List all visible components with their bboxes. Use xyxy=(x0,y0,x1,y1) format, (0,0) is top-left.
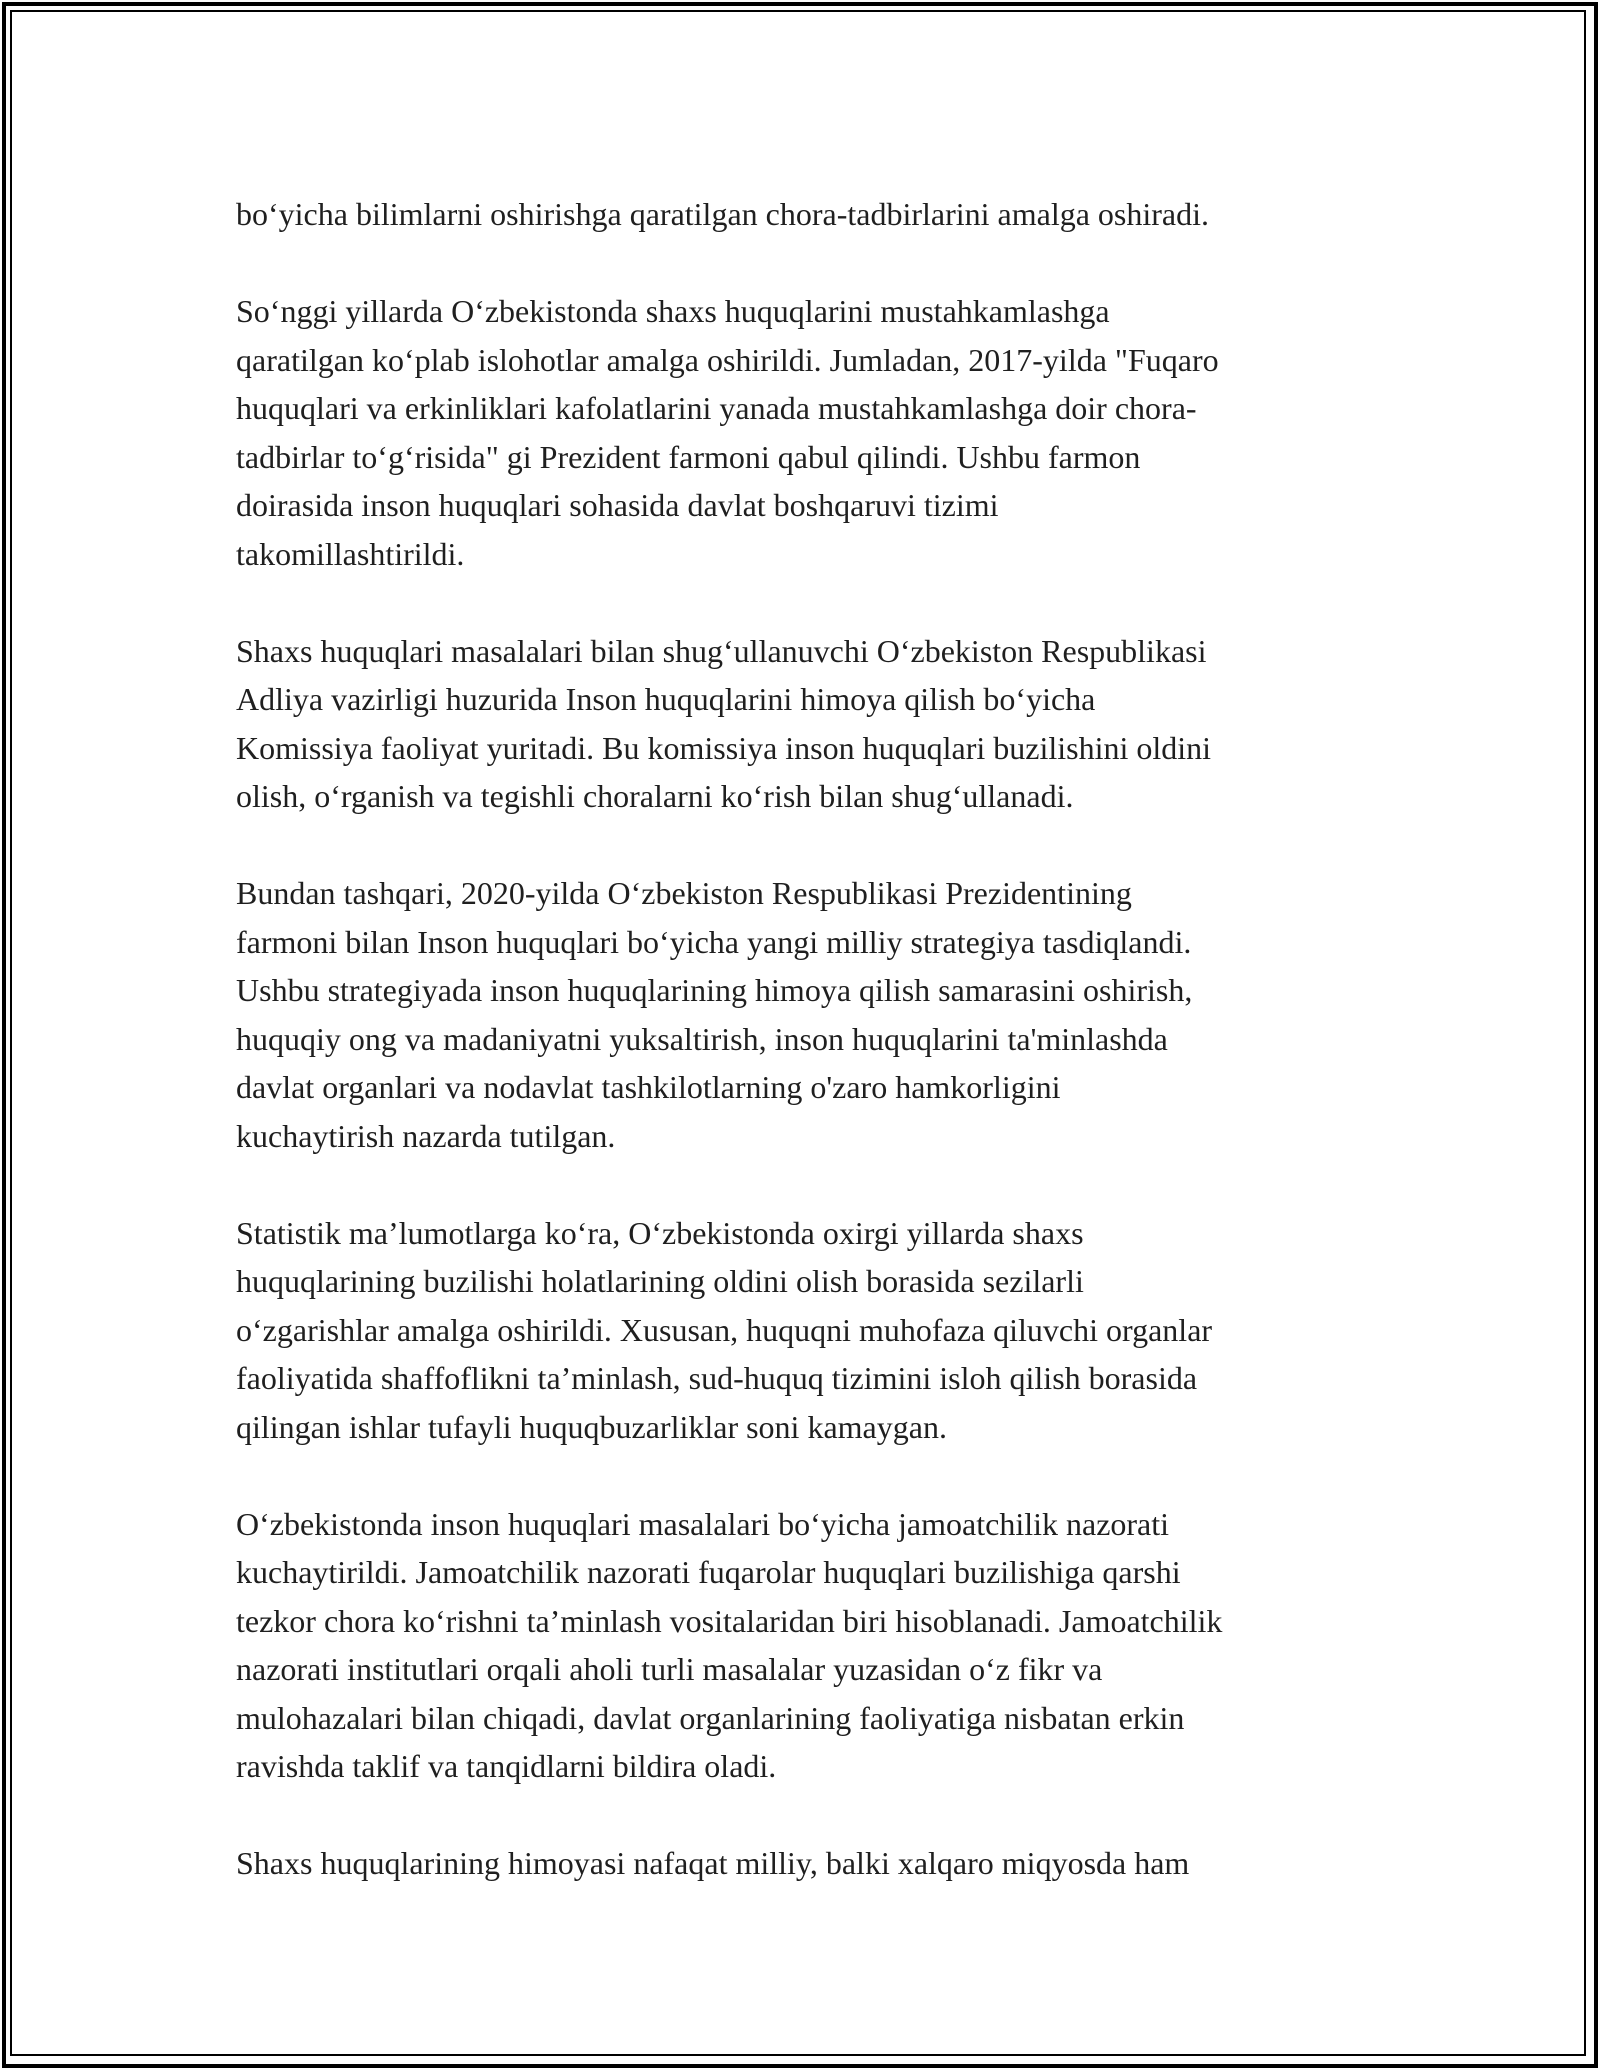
text-line: qilingan ishlar tufayli huquqbuzarliklar soni kamaygan. xyxy=(236,1408,947,1445)
text-line: tadbirlar to‘g‘risida" gi Prezident farmoni qabul qilindi. Ushbu farmon xyxy=(236,438,1141,475)
paragraph xyxy=(236,287,1376,578)
paragraph xyxy=(236,1209,1376,1452)
text-line: faoliyatida shaffoflikni ta’minlash, sud-huquq tizimini isloh qilish borasida xyxy=(236,1360,1198,1396)
paragraph xyxy=(236,869,1376,1160)
text-line: huquqlari va erkinliklari kafolatlarini yanada mustahkamlashga doir chora- xyxy=(236,390,1197,426)
text-line: tezkor chora ko‘rishni ta’minlash vositalaridan biri hisoblanadi. Jamoatchilik xyxy=(236,1602,1223,1639)
text-line: Adliya vazirligi huzurida Inson huquqlarini himoya qilish bo‘yicha xyxy=(236,681,1096,717)
paragraph xyxy=(236,1839,1376,1888)
document-body xyxy=(236,190,1376,1888)
text-line: Bundan tashqari, 2020-yilda O‘zbekiston Respublikasi Prezidentining xyxy=(236,875,1132,911)
paragraph xyxy=(236,190,1376,239)
paragraph xyxy=(236,627,1376,821)
text-line: Ushbu strategiyada inson huquqlarining himoya qilish samarasini oshirish, xyxy=(236,972,1193,1008)
text-line: olish, o‘rganish va tegishli choralarni ko‘rish bilan shug‘ullanadi. xyxy=(236,778,1074,814)
text-line: nazorati institutlari orqali aholi turli masalalar yuzasidan o‘z fikr va xyxy=(236,1651,1103,1687)
text-line: davlat organlari va nodavlat tashkilotlarning o'zaro hamkorligini xyxy=(236,1069,1061,1105)
text-line: Shaxs huquqlarining himoyasi nafaqat milliy, balki xalqaro miqyosda ham xyxy=(236,1845,1190,1881)
text-line: doirasida inson huquqlari sohasida davlat boshqaruvi tizimi xyxy=(236,487,999,523)
text-line: farmoni bilan Inson huquqlari bo‘yicha yangi milliy strategiya tasdiqlandi. xyxy=(236,923,1192,960)
text-line: Statistik ma’lumotlarga ko‘ra, O‘zbekistonda oxirgi yillarda shaxs xyxy=(236,1214,1084,1251)
text-line: Komissiya faoliyat yuritadi. Bu komissiya inson huquqlari buzilishini oldini xyxy=(236,729,1212,766)
text-line: takomillashtirildi. xyxy=(236,535,465,572)
text-line: qaratilgan ko‘plab islohotlar amalga oshirildi. Jumladan, 2017-yilda "Fuqaro xyxy=(236,341,1219,378)
text-line: Shaxs huquqlari masalalari bilan shug‘ullanuvchi O‘zbekiston Respublikasi xyxy=(236,632,1207,669)
text-line: o‘zgarishlar amalga oshirildi. Xususan, huquqni muhofaza qiluvchi organlar xyxy=(236,1311,1213,1348)
text-line: kuchaytirish nazarda tutilgan. xyxy=(236,1117,616,1154)
text-line: bo‘yicha bilimlarni oshirishga qaratilgan chora-tadbirlarini amalga oshiradi. xyxy=(236,196,1210,232)
text-line: So‘nggi yillarda O‘zbekistonda shaxs huquqlarini mustahkamlashga xyxy=(236,293,1110,329)
text-line: ravishda taklif va tanqidlarni bildira oladi. xyxy=(236,1748,777,1784)
paragraph xyxy=(236,1500,1376,1791)
text-line: O‘zbekistonda inson huquqlari masalalari bo‘yicha jamoatchilik nazorati xyxy=(236,1505,1170,1542)
text-line: kuchaytirildi. Jamoatchilik nazorati fuqarolar huquqlari buzilishiga qarshi xyxy=(236,1554,1181,1590)
text-line: huquqiy ong va madaniyatni yuksaltirish, inson huquqlarini ta'minlashda xyxy=(236,1020,1168,1057)
text-line: huquqlarining buzilishi holatlarining oldini olish borasida sezilarli xyxy=(236,1263,1084,1299)
text-line: mulohazalari bilan chiqadi, davlat organlarining faoliyatiga nisbatan erkin xyxy=(236,1699,1185,1736)
